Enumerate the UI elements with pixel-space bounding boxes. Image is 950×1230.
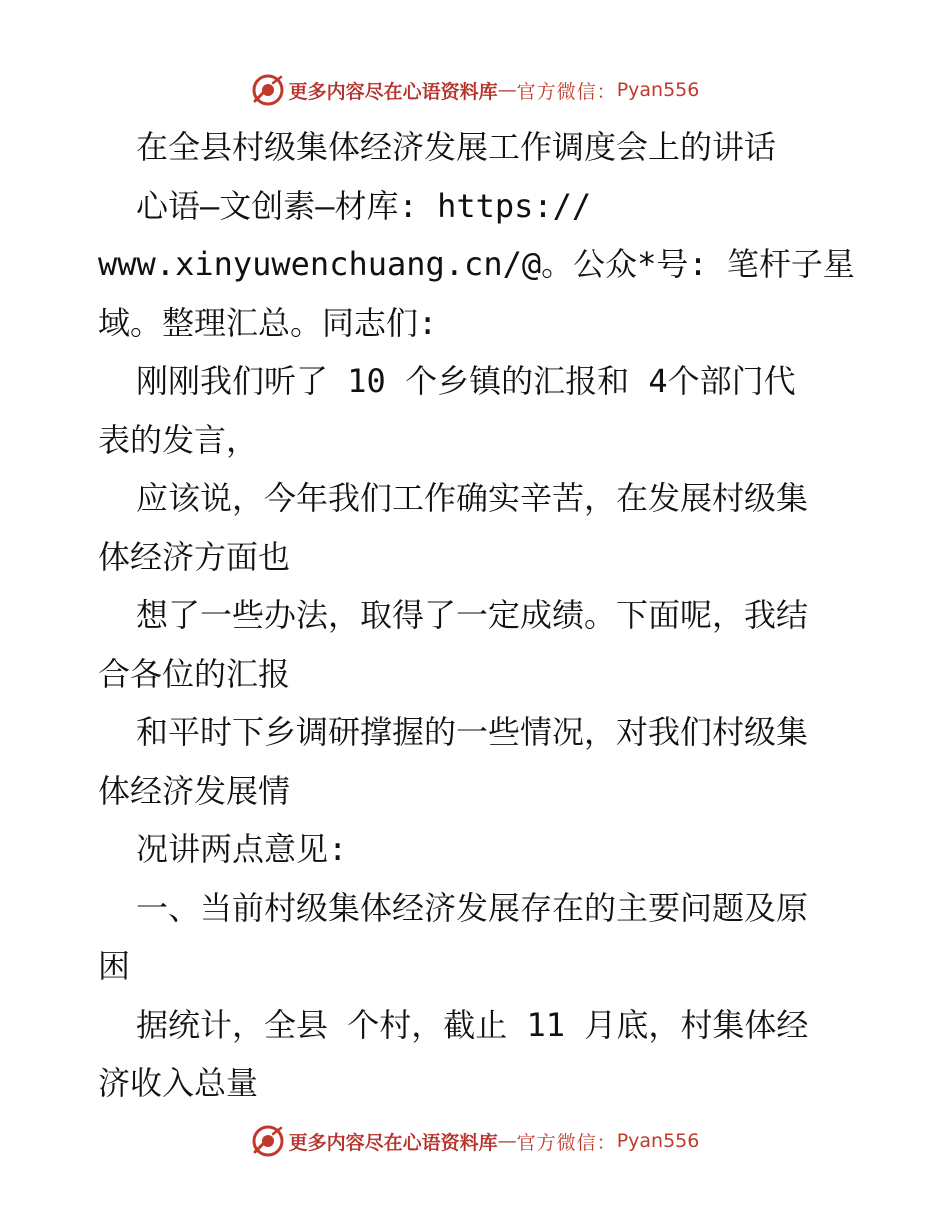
header-wechat-id: Pyan556 [616,79,700,101]
text-line: 表的发言， [98,420,259,459]
header-banner [0,72,950,108]
document-body [98,118,858,1113]
text-line: 合各位的汇报 [98,654,291,693]
text-line: 心语—文创素—材库: https:// [136,186,592,225]
footer-wechat-id: Pyan556 [616,1130,700,1152]
footer-banner [0,1123,950,1159]
text-line: www.xinyuwenchuang.cn/@。公众*号: 笔杆子星 [98,245,855,283]
text-line: 据统计，全县 个村，截止 11 月底，村集体经 [136,1005,809,1044]
header-main-text: 更多内容尽在心语资料库 [288,80,498,103]
document-title: 在全县村级集体经济发展工作调度会上的讲话 [136,128,777,166]
text-line: 体经济发展情 [98,771,291,810]
text-line: 况讲两点意见: [136,830,348,868]
header-separator: — [497,79,517,101]
footer-separator: — [497,1130,517,1152]
header-wechat-label: 官方微信： [516,80,617,103]
logo-icon [251,1124,285,1158]
footer-main-text: 更多内容尽在心语资料库 [288,1131,498,1154]
text-line: 想了一些办法，取得了一定成绩。下面呢，我结 [136,596,809,634]
text-line: 和平时下乡调研撑握的一些情况，对我们村级集 [136,713,809,751]
text-line: 体经济方面也 [98,537,291,576]
footer-wechat-label: 官方微信： [516,1131,617,1154]
text-line: 应该说，今年我们工作确实辛苦，在发展村级集 [136,479,809,517]
text-line: 济收入总量 [98,1064,259,1102]
text-line: 困 [98,947,131,985]
section-heading: 一、当前村级集体经济发展存在的主要问题及原 [136,888,809,927]
text-line: 域。整理汇总。同志们: [98,303,438,342]
logo-icon [251,73,285,107]
text-line: 刚刚我们听了 10 个乡镇的汇报和 4个部门代 [136,362,796,400]
